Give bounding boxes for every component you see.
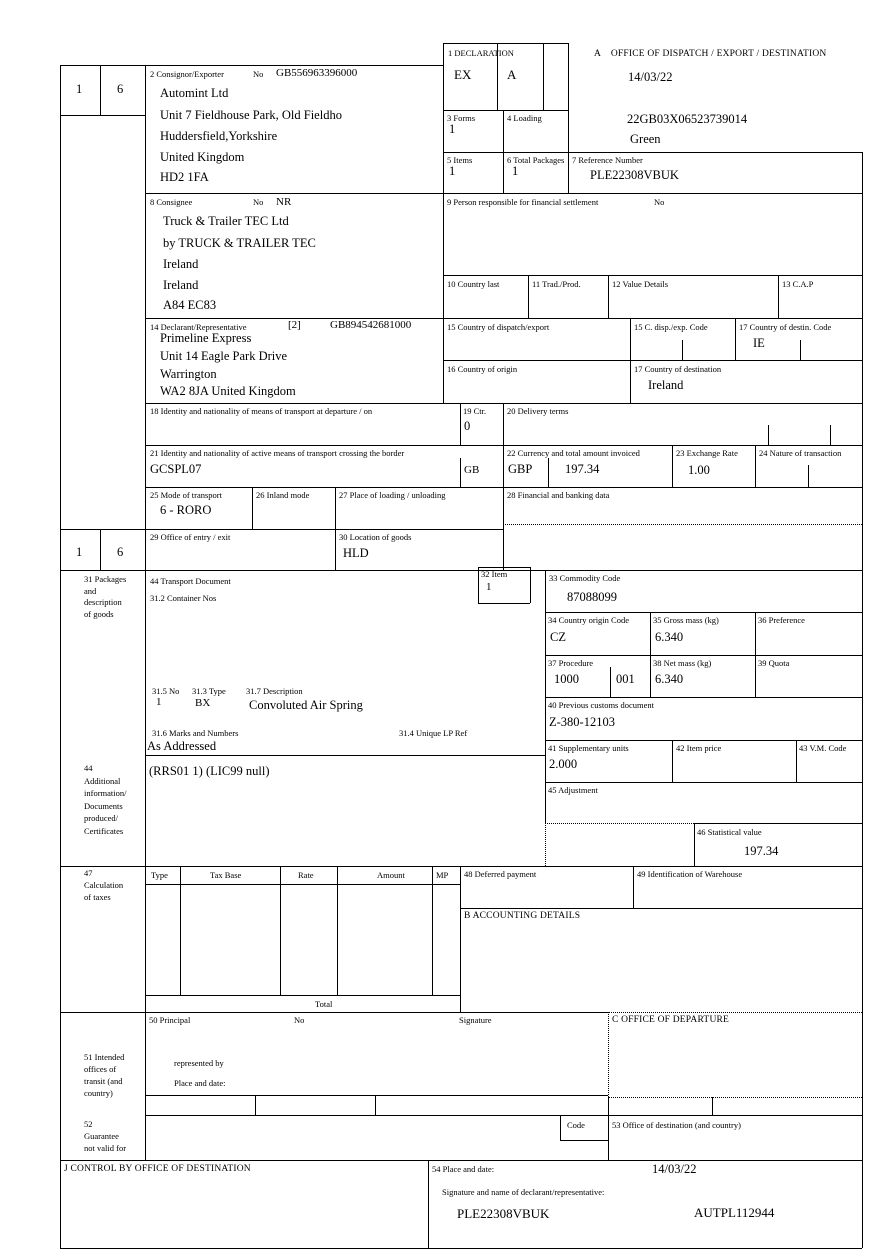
line (545, 570, 546, 823)
box7-reference-label: 7 Reference Number (572, 155, 643, 165)
tax-column-type: Type (151, 870, 168, 880)
line (545, 782, 862, 783)
line (478, 567, 530, 568)
office-of-dispatch-header: A OFFICE OF DISPATCH / EXPORT / DESTINATION (594, 49, 827, 59)
line (145, 755, 545, 756)
line (608, 275, 609, 318)
box31-5-no-value: 1 (156, 696, 162, 708)
box1-declaration-label: 1 DECLARATION (448, 48, 514, 58)
declarant-address-line-3: Warrington (160, 367, 217, 381)
box47-label-line-2: Calculation (84, 880, 124, 890)
line (60, 1160, 862, 1161)
line (778, 275, 779, 318)
box22-amount-value: 197.34 (565, 462, 600, 476)
box6-total-packages-label: 6 Total Packages (507, 155, 565, 165)
box50-no-label: No (294, 1015, 305, 1025)
line (768, 425, 769, 445)
box29-office-entry-label: 29 Office of entry / exit (150, 532, 231, 542)
box17a-destination-code-value: IE (753, 336, 765, 350)
box31-label-line-1: 31 Packages (84, 574, 127, 584)
box20-delivery-terms-label: 20 Delivery terms (507, 406, 569, 416)
line (755, 445, 756, 487)
box32-item-value: 1 (486, 581, 492, 593)
consignor-address-line-2: Unit 7 Fieldhouse Park, Old Fieldho (160, 108, 342, 122)
box49-warehouse-label: 49 Identification of Warehouse (637, 869, 743, 879)
box44-label-line-1: 44 (84, 763, 93, 773)
box54-declarant-name: AUTPL112944 (694, 1205, 775, 1220)
box17a-destination-code-label: 17 Country of destin. Code (739, 322, 832, 332)
line (568, 43, 569, 193)
box25-mode-transport-value: 6 - RORO (160, 503, 212, 517)
line (672, 740, 673, 782)
box51-label-line-2: offices of (84, 1064, 117, 1074)
line (145, 884, 460, 885)
line (694, 823, 862, 824)
box38-net-mass-label: 38 Net mass (kg) (653, 658, 712, 668)
box44-label-line-6: Certificates (84, 826, 124, 836)
box44-additional-info-value: (RRS01 1) (LIC99 null) (149, 764, 270, 778)
box52-label-line-2: Guarantee (84, 1131, 119, 1141)
line (682, 340, 683, 360)
line (800, 340, 801, 360)
line (545, 612, 862, 613)
box36-preference-label: 36 Preference (758, 615, 805, 625)
box31-2-container-label: 31.2 Container Nos (150, 593, 217, 603)
line (735, 318, 736, 360)
box14-declarant-label: 14 Declarant/Representative (150, 322, 247, 332)
line (145, 193, 862, 194)
box5-items-value: 1 (449, 164, 456, 178)
dashed-line (608, 1012, 609, 1097)
line (375, 1095, 376, 1115)
box37-procedure-value-1: 1000 (554, 672, 579, 686)
box10-country-last-label: 10 Country last (447, 279, 500, 289)
box2-consignor-label: 2 Consignor/Exporter (150, 69, 224, 79)
box47-label-line-3: of taxes (84, 892, 111, 902)
copy-number-mid-left: 1 (76, 545, 83, 559)
box37-procedure-label: 37 Procedure (548, 658, 594, 668)
tax-column-tax-base: Tax Base (210, 870, 242, 880)
consignee-address-line-3: Ireland (163, 257, 199, 271)
box8-consignee-label: 8 Consignee (150, 197, 193, 207)
box30-location-goods-label: 30 Location of goods (339, 532, 412, 542)
box16-origin-country-label: 16 Country of origin (447, 364, 518, 374)
line (633, 866, 634, 908)
line (545, 697, 862, 698)
box46-statistical-value: 197.34 (744, 844, 779, 858)
line (145, 1095, 608, 1096)
box32-item-label: 32 Item (481, 569, 508, 579)
box19-ctr-label: 19 Ctr. (463, 406, 487, 416)
box9-financial-label: 9 Person responsible for financial settlement (447, 197, 599, 207)
box33-commodity-code-label: 33 Commodity Code (549, 573, 621, 583)
box2-no-label: No (253, 69, 264, 79)
line (478, 567, 479, 603)
line (560, 1115, 561, 1140)
line (60, 65, 61, 1248)
line (796, 740, 797, 782)
line (145, 65, 146, 1160)
tax-column-mp: MP (436, 870, 449, 880)
consignor-address-line-3: Huddersfield,Yorkshire (160, 129, 278, 143)
dashed-line (545, 823, 694, 824)
box4-loading-label: 4 Loading (507, 113, 542, 123)
box48-deferred-payment-label: 48 Deferred payment (464, 869, 537, 879)
box51-label-line-1: 51 Intended (84, 1052, 125, 1062)
box13-cap-label: 13 C.A.P (782, 279, 814, 289)
line (545, 655, 862, 656)
box53-destination-office-label: 53 Office of destination (and country) (612, 1120, 741, 1130)
tax-column-amount: Amount (377, 870, 405, 880)
line (608, 1097, 609, 1160)
line (503, 403, 504, 570)
box15-dispatch-country-label: 15 Country of dispatch/export (447, 322, 550, 332)
box18-transport-departure-label: 18 Identity and nationality of means of transport at departure / on (150, 406, 373, 416)
box31-5-no-label: 31.5 No (152, 686, 180, 696)
line (180, 866, 181, 995)
box41-supplementary-units-label: 41 Supplementary units (548, 743, 629, 753)
consignor-address-line-4: United Kingdom (160, 150, 245, 164)
tax-column-rate: Rate (298, 870, 314, 880)
line (548, 458, 549, 487)
line (335, 487, 336, 570)
dashed-line (608, 1012, 862, 1013)
dashed-line (503, 524, 862, 525)
line (100, 65, 101, 115)
box34-country-origin-label: 34 Country origin Code (548, 615, 629, 625)
box41-supplementary-units-value: 2.000 (549, 757, 578, 771)
box8-no-label: No (253, 197, 264, 207)
line (545, 740, 862, 741)
box21-nationality-value: GB (464, 464, 480, 476)
line (252, 487, 253, 529)
box12-value-details-label: 12 Value Details (612, 279, 669, 289)
box30-location-goods-value: HLD (343, 546, 369, 560)
line (610, 667, 611, 697)
box21-active-transport-label: 21 Identity and nationality of active means of transport crossing the border (150, 448, 405, 458)
consignee-no-value: NR (276, 196, 292, 208)
box19-ctr-value: 0 (464, 419, 471, 433)
line (443, 360, 862, 361)
box54-date-value: 14/03/22 (652, 1162, 697, 1176)
box52-label-line-3: not valid for (84, 1143, 127, 1153)
box44-label-line-4: Documents (84, 801, 123, 811)
line (432, 866, 433, 995)
box50-place-date-label: Place and date: (174, 1078, 226, 1088)
dispatch-date-value: 14/03/22 (628, 70, 673, 84)
line (443, 43, 568, 44)
box31-6-marks-value: As Addressed (147, 739, 217, 753)
line (443, 152, 862, 153)
line (255, 1095, 256, 1115)
line (60, 529, 503, 530)
line (460, 403, 461, 445)
box31-7-description-value: Convoluted Air Spring (249, 698, 363, 712)
line (460, 866, 461, 1012)
box40-previous-document-value: Z-380-12103 (549, 715, 615, 729)
declarant-address-line-4: WA2 8JA United Kingdom (160, 384, 296, 398)
box23-exchange-rate-value: 1.00 (688, 463, 710, 477)
box38-net-mass-value: 6.340 (655, 672, 684, 686)
box22-currency-value: GBP (508, 462, 533, 476)
box3-forms-label: 3 Forms (447, 113, 476, 123)
box50-principal-label: 50 Principal (149, 1015, 191, 1025)
line (460, 908, 862, 909)
section-c-departure-label: C OFFICE OF DEPARTURE (612, 1015, 730, 1025)
line (145, 1115, 862, 1116)
box7-reference-value: PLE22308VBUK (590, 168, 679, 182)
line (630, 318, 631, 403)
line (60, 1248, 862, 1249)
line (145, 995, 460, 996)
consignee-address-line-4: Ireland (163, 278, 199, 292)
box31-label-line-4: of goods (84, 609, 114, 619)
box21-active-transport-value: GCSPL07 (150, 462, 202, 476)
declarant-address-line-2: Unit 14 Eagle Park Drive (160, 349, 288, 363)
box31-label-line-3: description (84, 597, 122, 607)
line (100, 529, 101, 570)
box35-gross-mass-label: 35 Gross mass (kg) (653, 615, 719, 625)
section-j-control-label: J CONTROL BY OFFICE OF DESTINATION (64, 1164, 251, 1174)
line (60, 65, 443, 66)
copy-number-mid-right: 6 (117, 545, 124, 559)
line (478, 603, 530, 604)
line (530, 567, 531, 603)
line (503, 110, 504, 193)
box44-label-line-5: produced/ (84, 813, 118, 823)
declarant-eori: GB894542681000 (330, 319, 412, 331)
box25-mode-transport-label: 25 Mode of transport (150, 490, 223, 500)
box22-currency-label: 22 Currency and total amount invoiced (507, 448, 640, 458)
routing-value: Green (630, 132, 661, 146)
declarant-address-line-1: Primeline Express (160, 331, 252, 345)
section-b-accounting-label: B ACCOUNTING DETAILS (464, 911, 581, 921)
box26-inland-mode-label: 26 Inland mode (256, 490, 310, 500)
line (830, 425, 831, 445)
declarant-rep-code: [2] (288, 319, 301, 331)
box31-4-unique-lp-label: 31.4 Unique LP Ref (399, 728, 468, 738)
consignee-address-line-1: Truck & Trailer TEC Ltd (163, 214, 289, 228)
box31-3-type-label: 31.3 Type (192, 686, 226, 696)
line (60, 1012, 608, 1013)
box44-transport-document-label: 44 Transport Document (150, 576, 231, 586)
box35-gross-mass-value: 6.340 (655, 630, 684, 644)
line (694, 823, 695, 866)
consignee-address-line-2: by TRUCK & TRAILER TEC (163, 236, 316, 250)
box24-nature-transaction-label: 24 Nature of transaction (759, 448, 842, 458)
box54-signature-label: Signature and name of declarant/representative: (442, 1187, 605, 1197)
line (755, 612, 756, 697)
box15a-dispatch-code-label: 15 C. disp./exp. Code (634, 322, 708, 332)
line (280, 866, 281, 995)
tax-total-label: Total (315, 999, 333, 1009)
line (428, 1160, 429, 1248)
box54-place-date-label: 54 Place and date: (432, 1164, 495, 1174)
line (145, 318, 862, 319)
box11-trad-prod-label: 11 Trad./Prod. (532, 279, 581, 289)
box50-represented-by-label: represented by (174, 1058, 224, 1068)
line (460, 458, 461, 487)
box47-label-line-1: 47 (84, 868, 93, 878)
box39-quota-label: 39 Quota (758, 658, 790, 668)
box52-code-label: Code (567, 1120, 585, 1130)
box5-items-label: 5 Items (447, 155, 473, 165)
line (808, 465, 809, 487)
box31-7-description-label: 31.7 Description (246, 686, 303, 696)
line (443, 110, 568, 111)
line (60, 570, 862, 571)
box17-destination-country-label: 17 Country of destination (634, 364, 722, 374)
box27-place-loading-label: 27 Place of loading / unloading (339, 490, 446, 500)
dashed-line (545, 823, 546, 866)
box31-label-line-2: and (84, 586, 97, 596)
line (560, 1140, 608, 1141)
dashed-line (608, 1097, 862, 1098)
line (672, 445, 673, 487)
line (60, 115, 145, 116)
box54-declarant-reference: PLE22308VBUK (457, 1206, 550, 1221)
box45-adjustment-label: 45 Adjustment (548, 785, 598, 795)
box52-label-line-1: 52 (84, 1119, 93, 1129)
declaration-type-value: EX (454, 67, 472, 82)
line (543, 43, 544, 110)
line (337, 866, 338, 995)
movement-reference-value: 22GB03X06523739014 (627, 112, 748, 126)
box23-exchange-rate-label: 23 Exchange Rate (676, 448, 738, 458)
box40-previous-document-label: 40 Previous customs document (548, 700, 655, 710)
box9-no-label: No (654, 197, 665, 207)
box50-signature-label: Signature (459, 1015, 492, 1025)
box31-3-type-value: BX (195, 697, 211, 709)
consignor-address-line-1: Automint Ltd (160, 86, 229, 100)
line (528, 275, 529, 318)
line (712, 1097, 713, 1115)
box6-total-packages-value: 1 (512, 164, 519, 178)
copy-number-top-left: 1 (76, 82, 83, 96)
box28-financial-data-label: 28 Financial and banking data (507, 490, 610, 500)
line (650, 612, 651, 697)
box43-vm-code-label: 43 V.M. Code (799, 743, 847, 753)
box51-label-line-3: transit (and (84, 1076, 123, 1086)
line (862, 152, 863, 1248)
box3-forms-value: 1 (449, 122, 456, 136)
line (443, 275, 862, 276)
box37-procedure-value-2: 001 (616, 672, 635, 686)
box44-label-line-2: Additional (84, 776, 121, 786)
line (443, 43, 444, 403)
declaration-category-value: A (507, 67, 517, 82)
copy-number-top-right: 6 (117, 82, 124, 96)
box31-6-marks-label: 31.6 Marks and Numbers (152, 728, 239, 738)
box34-country-origin-value: CZ (550, 630, 566, 644)
consignor-address-line-5: HD2 1FA (160, 170, 209, 184)
box33-commodity-code-value: 87088099 (567, 590, 617, 604)
box44-label-line-3: information/ (84, 788, 127, 798)
box51-label-line-4: country) (84, 1088, 113, 1098)
box46-statistical-value-label: 46 Statistical value (697, 827, 762, 837)
consignee-address-line-5: A84 EC83 (163, 298, 217, 312)
box42-item-price-label: 42 Item price (676, 743, 722, 753)
box17-destination-country-value: Ireland (648, 378, 684, 392)
consignor-eori: GB556963396000 (276, 67, 358, 79)
